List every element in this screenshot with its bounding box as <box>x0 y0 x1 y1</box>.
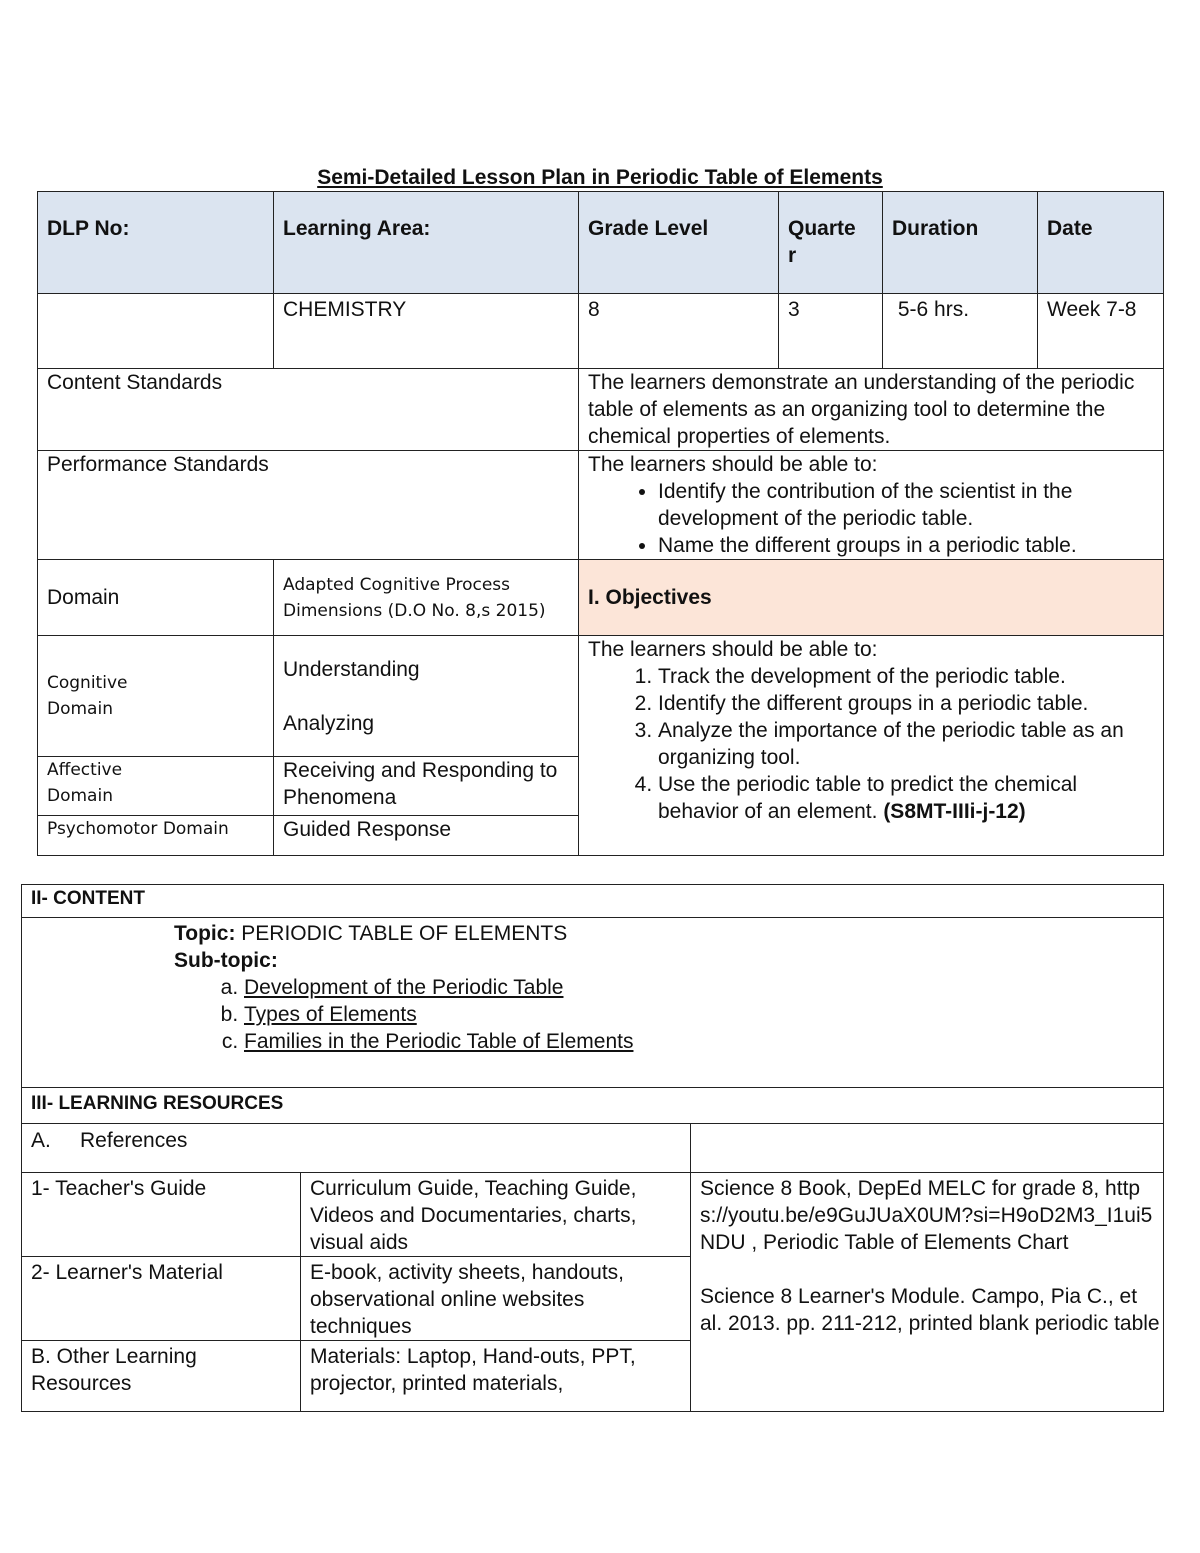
objectives-intro: The learners should be able to: <box>588 638 878 661</box>
teachers-guide-label: 1- Teacher's Guide <box>22 1173 301 1257</box>
cognitive-level-understanding: Understanding <box>283 657 420 681</box>
subtopic-item: b. Types of Elements <box>244 1001 1163 1028</box>
references-blank <box>691 1124 1164 1173</box>
header-grade-level: Grade Level <box>579 192 779 294</box>
performance-item: • Name the different groups in a periodic table. <box>658 532 1163 559</box>
value-quarter: 3 <box>779 294 883 369</box>
affective-label-a: Affective <box>47 760 123 780</box>
cognitive-label-a: Cognitive <box>47 673 128 693</box>
subtopic-list <box>174 974 1163 1055</box>
subtopic-item: c. Families in the Periodic Table of Elements <box>244 1028 1163 1055</box>
competency-code: (S8MT-IIIi-j-12) <box>883 800 1026 823</box>
resources-heading: III- LEARNING RESOURCES <box>22 1088 1164 1124</box>
affective-domain-label <box>38 757 274 816</box>
content-resources-table <box>21 884 1164 1412</box>
page-title: Semi-Detailed Lesson Plan in Periodic Table of Elements <box>317 166 883 189</box>
value-grade-level: 8 <box>579 294 779 369</box>
content-cell <box>22 918 1164 1088</box>
header-quarter <box>779 192 883 294</box>
objective-item: 1. Track the development of the periodic table. <box>658 663 1163 690</box>
objective-text: Use the periodic table to predict the chemical behavior of an element. <box>658 773 1078 823</box>
objectives-cell <box>579 636 1164 856</box>
reference-text-2: Science 8 Learner's Module. Campo, Pia C., et al. 2013. pp. 211-212, printed blank periodic table <box>700 1285 1160 1335</box>
topic-label: Topic: <box>174 922 236 945</box>
content-standards-label: Content Standards <box>38 369 579 451</box>
header-date: Date <box>1038 192 1164 294</box>
subtopic-item: a. Development of the Periodic Table <box>244 974 1163 1001</box>
objective-item <box>658 771 1163 825</box>
references-details <box>691 1173 1164 1412</box>
domain-label: Domain <box>38 560 274 636</box>
objectives-heading: I. Objectives <box>579 560 1164 636</box>
value-learning-area: CHEMISTRY <box>274 294 579 369</box>
psychomotor-level: Guided Response <box>274 816 579 856</box>
value-dlp-no <box>38 294 274 369</box>
content-heading: II- CONTENT <box>22 885 1164 918</box>
other-resources-label: B. Other Learning Resources <box>22 1341 301 1412</box>
value-duration: 5-6 hrs. <box>883 294 1038 369</box>
performance-intro: The learners should be able to: <box>588 453 878 476</box>
objectives-list <box>588 663 1163 825</box>
performance-list <box>588 478 1163 559</box>
performance-standards-label: Performance Standards <box>38 451 579 560</box>
references-label: A. References <box>22 1124 691 1173</box>
header-quarter-b: r <box>788 244 797 267</box>
psychomotor-domain-label: Psychomotor Domain <box>38 816 274 856</box>
objective-item: 2. Identify the different groups in a periodic table. <box>658 690 1163 717</box>
adapted-dimensions-label: Adapted Cognitive Process Dimensions (D.O No. 8,s 2015) <box>274 560 579 636</box>
affective-label-b: Domain <box>47 786 113 806</box>
affective-level: Receiving and Responding to Phenomena <box>274 757 579 816</box>
performance-standards-cell <box>579 451 1164 560</box>
learners-material-value: E-book, activity sheets, handouts, observational online websites techniques <box>301 1257 691 1341</box>
cognitive-label-b: Domain <box>47 699 113 719</box>
learners-material-label: 2- Learner's Material <box>22 1257 301 1341</box>
other-resources-value: Materials: Laptop, Hand-outs, PPT, projector, printed materials, <box>301 1341 691 1412</box>
topic-line <box>174 920 1163 947</box>
subtopic-label: Sub-topic: <box>174 949 278 972</box>
value-date: Week 7-8 <box>1038 294 1164 369</box>
cognitive-domain-label <box>38 636 274 757</box>
cognitive-levels <box>274 636 579 757</box>
lesson-info-table <box>37 191 1164 856</box>
objective-item: 3. Analyze the importance of the periodic table as an organizing tool. <box>658 717 1163 771</box>
performance-item: • Identify the contribution of the scientist in the development of the periodic table. <box>658 478 1163 532</box>
header-duration: Duration <box>883 192 1038 294</box>
topic-value: PERIODIC TABLE OF ELEMENTS <box>235 922 568 945</box>
teachers-guide-value: Curriculum Guide, Teaching Guide, Videos and Documentaries, charts, visual aids <box>301 1173 691 1257</box>
content-standards-text: The learners demonstrate an understanding of the periodic table of elements as an organizing tool to determine the chemical properties of elements. <box>579 369 1164 451</box>
header-learning-area: Learning Area: <box>274 192 579 294</box>
header-dlp-no: DLP No: <box>38 192 274 294</box>
cognitive-level-analyzing: Analyzing <box>283 711 375 735</box>
header-quarter-a: Quarte <box>788 217 856 240</box>
reference-text-1: Science 8 Book, DepEd MELC for grade 8, https://youtu.be/e9GuJUaX0UM?si=H9oD2M3_I1ui5NDU , Periodic Table of Elements Chart <box>700 1177 1153 1254</box>
